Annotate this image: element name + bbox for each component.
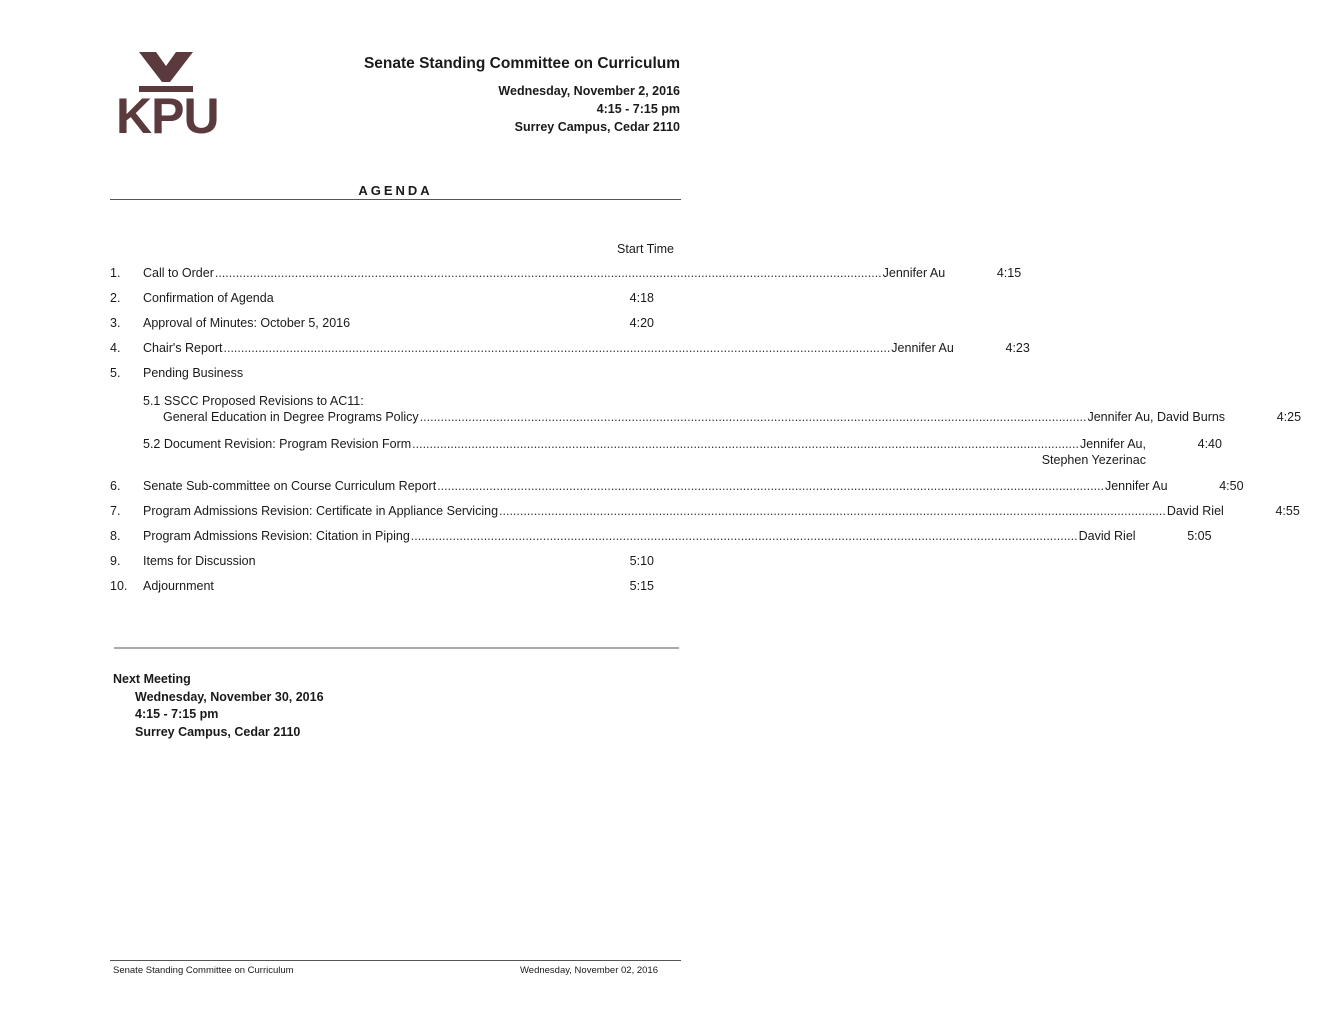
item-title: Program Admissions Revision: Certificate in Appliance Servicing [143,504,499,518]
item-title: Confirmation of Agenda [143,291,274,305]
committee-title: Senate Standing Committee on Curriculum [363,55,680,72]
dot-leader [224,340,891,356]
meeting-header [364,54,680,136]
item-time: 5:10 [629,554,654,568]
item-number: 8. [110,529,121,543]
dot-leader [499,503,1166,519]
item-number: 3. [110,316,121,330]
agenda-item [110,478,1244,494]
agenda-item [110,315,678,331]
item-title: Pending Business [143,366,244,380]
agenda-item [110,528,1212,544]
agenda-item [110,578,678,594]
divider [114,647,679,649]
agenda-item [110,290,678,306]
start-time-header: Start Time [617,242,674,256]
sub-item-time: 4:25 [1276,410,1302,424]
item-presenter: Jennifer Au [891,341,954,355]
next-meeting-date: Wednesday, November 30, 2016 [135,689,324,704]
agenda-item [110,553,678,569]
item-presenter: David Riel [1078,529,1136,543]
dot-leader [411,528,1078,544]
agenda-heading: AGENDA [358,183,433,198]
item-presenter: David Riel [1166,504,1224,518]
agenda-item [110,365,678,381]
item-title: Chair's Report [143,341,223,355]
item-time: 4:15 [996,266,1022,280]
agenda-item [110,265,1022,281]
meeting-time: 4:15 - 7:15 pm [596,102,680,116]
sub-item-subtitle: General Education in Degree Programs Policy [163,410,419,424]
kpu-logo-text: KPU [116,88,219,144]
item-time: 4:55 [1275,504,1300,518]
footer-date: Wednesday, November 02, 2016 [519,965,658,976]
item-title: Call to Order [143,266,214,280]
dot-leader [412,436,1079,452]
item-number: 9. [110,554,121,568]
item-number: 2. [110,291,121,305]
footer-committee: Senate Standing Committee on Curriculum [113,965,294,976]
meeting-date: Wednesday, November 2, 2016 [498,84,680,98]
agenda-item [110,340,1030,356]
sub-item-title: 5.1 SSCC Proposed Revisions to AC11: [143,394,364,408]
item-presenter: Jennifer Au [882,266,946,280]
sub-item-time: 4:40 [1197,437,1222,451]
item-number: 7. [110,504,121,518]
item-time: 5:05 [1187,529,1212,543]
item-time: 4:18 [629,291,654,305]
kpu-logo [116,50,219,144]
dot-leader [215,265,882,281]
footer-divider [110,960,681,961]
item-time: 4:23 [1005,341,1030,355]
sub-item-presenter: Jennifer Au, David Burns [1087,410,1226,424]
item-time: 4:50 [1219,479,1244,493]
next-meeting-location: Surrey Campus, Cedar 2110 [135,724,301,739]
item-time: 5:15 [629,579,654,593]
item-title: Items for Discussion [143,554,256,568]
meeting-location: Surrey Campus, Cedar 2110 [514,120,680,134]
next-meeting-label: Next Meeting [113,672,191,686]
item-title: Program Admissions Revision: Citation in Piping [143,529,410,543]
item-number: 4. [110,341,121,355]
sub-item-presenter-2: Stephen Yezerinac [1041,453,1146,467]
item-number: 10. [110,579,128,593]
divider [110,199,681,200]
agenda-list [110,265,1302,603]
agenda-item [110,503,1300,519]
sub-item [143,393,1302,425]
item-presenter: Jennifer Au [1104,479,1168,493]
item-number: 6. [110,479,121,493]
sub-item-title: 5.2 Document Revision: Program Revision Form [143,437,412,451]
item-number: 1. [110,266,121,280]
next-meeting-time: 4:15 - 7:15 pm [135,707,219,721]
sub-item-presenter: Jennifer Au, [1079,437,1146,451]
dot-leader [437,478,1104,494]
item-title: Adjournment [143,579,214,593]
item-number: 5. [110,366,121,380]
item-time: 4:20 [629,316,654,330]
item-title: Senate Sub-committee on Course Curriculum Report [143,479,437,493]
next-meeting [113,671,324,741]
item-title: Approval of Minutes: October 5, 2016 [143,316,351,330]
sub-item [143,436,1222,468]
dot-leader [420,409,1087,425]
